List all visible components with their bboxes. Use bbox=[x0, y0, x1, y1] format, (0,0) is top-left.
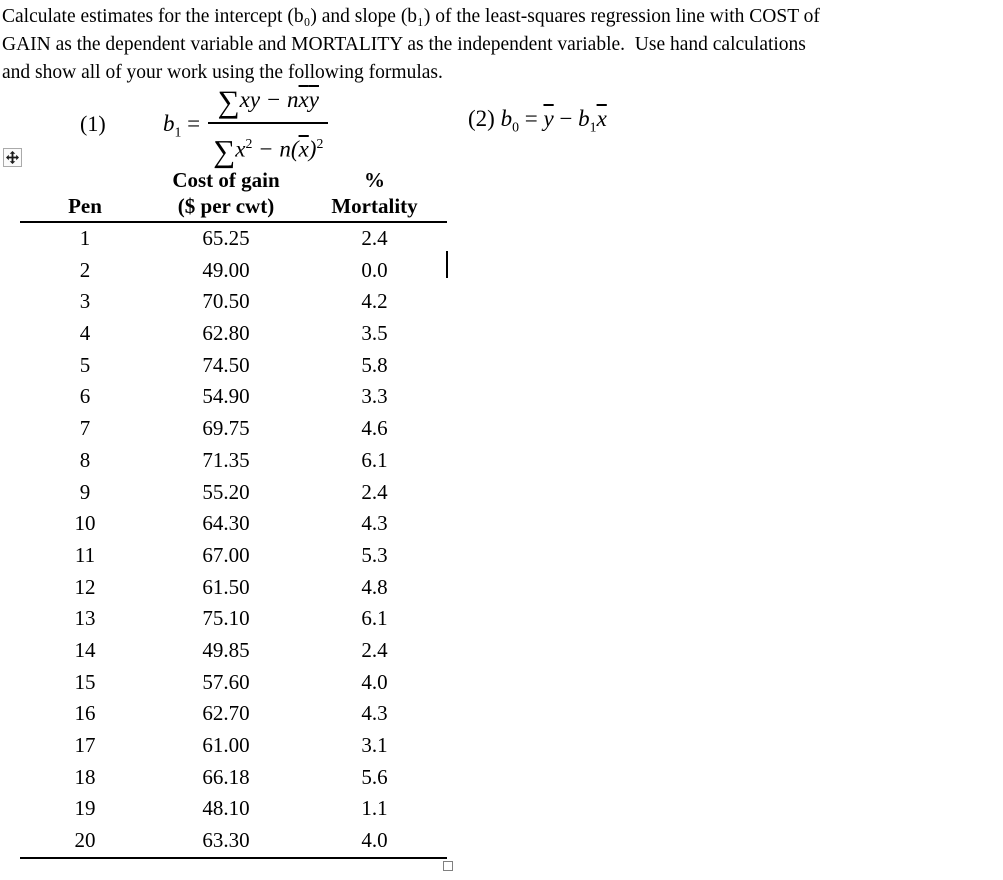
pen-cell: 16 bbox=[74, 701, 96, 726]
table-header-row bbox=[20, 167, 447, 223]
pen-cell: 15 bbox=[74, 669, 96, 694]
table-row bbox=[20, 635, 447, 667]
pen-cell: 14 bbox=[74, 637, 96, 662]
mortality-cell: 4.8 bbox=[361, 574, 388, 599]
mortality-cell: 6.1 bbox=[361, 447, 388, 472]
problem-statement bbox=[2, 3, 1003, 87]
mortality-cell: 4.2 bbox=[361, 289, 388, 314]
table-row bbox=[20, 508, 447, 540]
pen-cell: 19 bbox=[74, 796, 96, 821]
formula-1-fraction bbox=[208, 81, 328, 171]
header-spacer bbox=[20, 167, 150, 193]
table-row bbox=[20, 698, 447, 730]
table-row bbox=[20, 381, 447, 413]
formula-2-intercept: (2) $b_0 = \overline{y} - b_1\overline{x}$ bbox=[468, 106, 607, 135]
mortality-cell: 4.3 bbox=[361, 701, 388, 726]
pen-cell: 1 bbox=[79, 226, 91, 250]
formula-2-number: (2) bbox=[468, 106, 501, 131]
text-cursor bbox=[446, 251, 448, 278]
table-row bbox=[20, 667, 447, 699]
mortality-cell: 6.1 bbox=[361, 606, 388, 631]
cost-cell: 62.80 bbox=[202, 321, 250, 346]
pen-cell: 3 bbox=[79, 289, 91, 314]
mortality-cell: 1.1 bbox=[361, 796, 388, 821]
table-row bbox=[20, 825, 447, 857]
table-row bbox=[20, 540, 447, 572]
cost-cell: 74.50 bbox=[202, 352, 250, 377]
table-row bbox=[20, 477, 447, 509]
cost-cell: 75.10 bbox=[202, 606, 250, 631]
cost-cell: 57.60 bbox=[202, 669, 250, 694]
mortality-cell: 0.0 bbox=[361, 257, 388, 282]
cost-cell: 64.30 bbox=[202, 511, 250, 536]
problem-statement-line-3: and show all of your work using the following formulas. bbox=[2, 62, 443, 83]
cost-cell: 63.30 bbox=[202, 828, 250, 853]
pen-cell: 12 bbox=[74, 574, 96, 599]
header-cost-line1: Cost of gain bbox=[172, 168, 280, 192]
cost-cell: 71.35 bbox=[202, 447, 250, 472]
data-table bbox=[20, 167, 447, 859]
pen-cell: 11 bbox=[74, 542, 96, 567]
table-row bbox=[20, 286, 447, 318]
mortality-cell: 2.4 bbox=[361, 637, 388, 662]
pen-cell: 4 bbox=[79, 321, 91, 346]
pen-cell: 10 bbox=[74, 511, 96, 536]
sigma-symbol: ∑ bbox=[217, 84, 240, 120]
cost-cell: 66.18 bbox=[202, 764, 250, 789]
problem-statement-line-2: GAIN as the dependent variable and MORTALITY as the independent variable. Use hand calculations bbox=[2, 34, 806, 55]
table-row bbox=[20, 255, 447, 287]
formula-1-numerator: $\sum xy - n\overline{x}\overline{y}$ bbox=[208, 81, 328, 124]
cost-cell: 54.90 bbox=[202, 384, 250, 409]
header-cost bbox=[150, 167, 302, 219]
mortality-cell: 4.0 bbox=[361, 669, 388, 694]
formula-1-lhs: $b_1$ = bbox=[163, 111, 201, 140]
four-way-move-icon bbox=[6, 151, 19, 164]
cost-cell: 61.50 bbox=[202, 574, 250, 599]
table-resize-handle[interactable] bbox=[443, 861, 453, 871]
sigma-symbol: ∑ bbox=[213, 133, 236, 169]
table-row bbox=[20, 572, 447, 604]
mortality-cell: 5.6 bbox=[361, 764, 388, 789]
formula-1-denominator: $\sum x^2 - n(\overline{x})^2$ bbox=[213, 133, 324, 169]
formula-1-number: (1) bbox=[80, 111, 106, 136]
header-mortality-line2: Mortality bbox=[331, 194, 418, 218]
table-row bbox=[20, 350, 447, 382]
table-row bbox=[20, 413, 447, 445]
table-row bbox=[20, 223, 447, 255]
table-move-handle[interactable] bbox=[3, 148, 22, 167]
mortality-cell: 3.1 bbox=[361, 733, 388, 757]
mortality-cell: 5.3 bbox=[361, 542, 388, 567]
cost-cell: 67.00 bbox=[202, 542, 250, 567]
pen-cell: 8 bbox=[79, 447, 91, 472]
table-body bbox=[20, 223, 447, 857]
mortality-cell: 3.5 bbox=[361, 321, 388, 346]
cost-cell: 65.25 bbox=[202, 226, 250, 250]
pen-cell: 20 bbox=[74, 828, 96, 853]
pen-cell: 18 bbox=[74, 764, 96, 789]
header-mortality-line1: % bbox=[364, 168, 385, 192]
mortality-cell: 3.3 bbox=[361, 384, 388, 409]
mortality-cell: 4.0 bbox=[361, 828, 388, 853]
table-row bbox=[20, 793, 447, 825]
cost-cell: 55.20 bbox=[202, 479, 250, 504]
table-row bbox=[20, 445, 447, 477]
table-row bbox=[20, 730, 447, 762]
mortality-cell: 4.3 bbox=[361, 511, 388, 536]
cost-cell: 61.00 bbox=[202, 733, 250, 757]
pen-cell: 5 bbox=[79, 352, 91, 377]
formula-1-slope bbox=[163, 84, 328, 168]
cost-cell: 70.50 bbox=[202, 289, 250, 314]
problem-statement-line-1: Calculate estimates for the intercept (b₀) and slope (b₁) of the least-squares regression line with COST of bbox=[2, 6, 820, 27]
pen-cell: 13 bbox=[74, 606, 96, 631]
pen-cell: 6 bbox=[79, 384, 91, 409]
pen-cell: 7 bbox=[79, 416, 91, 441]
mortality-cell: 2.4 bbox=[361, 479, 388, 504]
cost-cell: 69.75 bbox=[202, 416, 250, 441]
pen-cell: 17 bbox=[74, 733, 96, 757]
cost-cell: 49.85 bbox=[202, 637, 250, 662]
cost-cell: 62.70 bbox=[202, 701, 250, 726]
header-pen bbox=[20, 167, 150, 219]
header-pen-label: Pen bbox=[68, 194, 102, 218]
cost-cell: 48.10 bbox=[202, 796, 250, 821]
table-row bbox=[20, 762, 447, 794]
mortality-cell: 5.8 bbox=[361, 352, 388, 377]
header-mortality bbox=[302, 167, 447, 219]
cost-cell: 49.00 bbox=[202, 257, 250, 282]
pen-cell: 9 bbox=[79, 479, 91, 504]
mortality-cell: 4.6 bbox=[361, 416, 388, 441]
header-cost-line2: ($ per cwt) bbox=[177, 194, 275, 218]
mortality-cell: 2.4 bbox=[361, 226, 388, 250]
table-row bbox=[20, 603, 447, 635]
pen-cell: 2 bbox=[79, 257, 91, 282]
table-row bbox=[20, 318, 447, 350]
